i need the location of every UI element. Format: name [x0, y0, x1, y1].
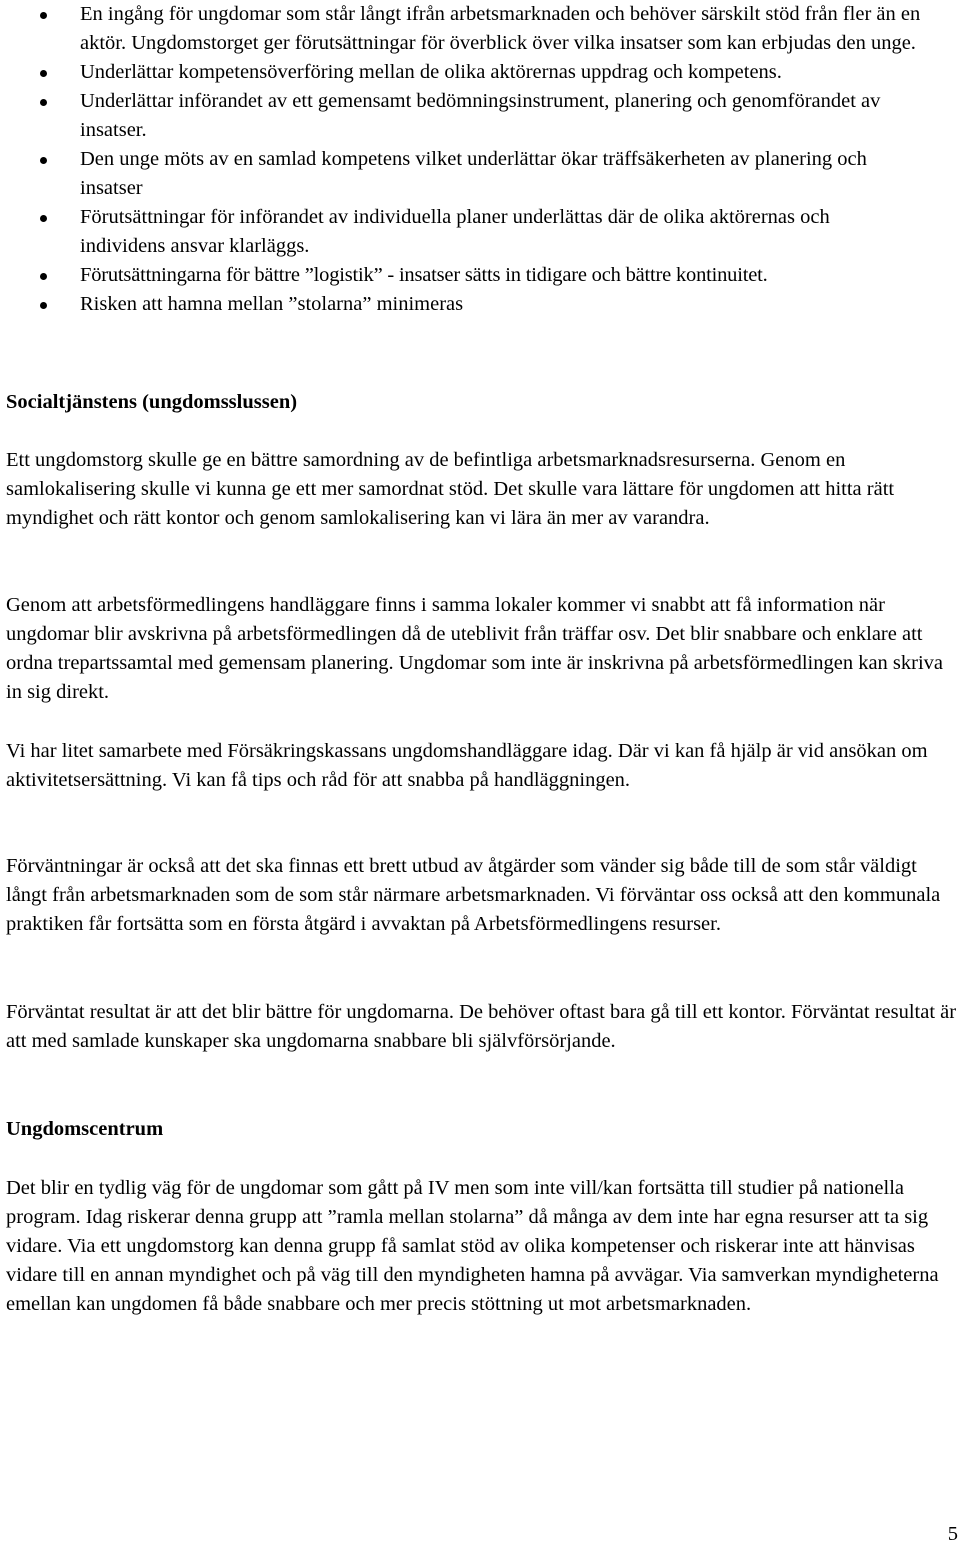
- section-heading: Socialtjänstens (ungdomsslussen): [6, 391, 298, 413]
- paragraph: Förväntningar är också att det ska finnas ett brett utbud av åtgärder som vänder sig både till de som står väldigt långt från arbetsmarknaden som de som står närmare arbetsmarknaden. Vi förväntar oss också att den kommunala praktiken får fortsätta som en första åtgärd i avvaktan på Arbetsförmedlingens resurser.: [6, 855, 941, 935]
- paragraph: Genom att arbetsförmedlingens handläggare finns i samma lokaler kommer vi snabbt att få information när ungdomar blir avskrivna på arbetsförmedlingen då de uteblivit från träffar osv. Det blir snabbare och enklare att ordna trepartssamtal med gemensam planering. Ungdomar som inte är inskrivna på arbetsförmedlingen kan skriva in sig direkt.: [6, 594, 944, 703]
- list-item: [0, 261, 958, 290]
- bullet-icon: [40, 99, 47, 106]
- bullet-icon: [40, 12, 47, 19]
- bullet-icon: [40, 302, 47, 309]
- bullet-icon: [40, 70, 47, 77]
- paragraph: Vi har litet samarbete med Försäkringskassans ungdomshandläggare idag. Där vi kan få hjälp är vid ansökan om aktivitetsersättning. Vi kan få tips och råd för att snabba på handläggningen.: [6, 740, 928, 791]
- list-item-text: Den unge möts av en samlad kompetens vilket underlättar ökar träffsäkerheten av planering och insatser: [80, 148, 867, 199]
- list-item: [0, 58, 958, 87]
- paragraph: Det blir en tydlig väg för de ungdomar som gått på IV men som inte vill/kan fortsätta till studier på nationella program. Idag riskerar denna grupp att ”ramla mellan stolarna” då många av dem inte har egna resurser att ta sig vidare. Via ett ungdomstorg kan denna grupp få samlat stöd av olika kompetenser och riskerar inte att hänvisas vidare till en annan myndighet och på väg till den myndigheten hamna på avvägar. Via samverkan myndigheterna emellan kan ungdomen få både snabbare och mer precis stöttning ut mot arbetsmarknaden.: [6, 1177, 939, 1315]
- list-item-text: En ingång för ungdomar som står långt ifrån arbetsmarknaden och behöver särskilt stöd från fler än en aktör. Ungdomstorget ger förutsättningar för överblick över vilka insatser som kan erbjudas den unge.: [80, 3, 921, 54]
- list-item-text: Underlättar införandet av ett gemensamt bedömningsinstrument, planering och genomförandet av insatser.: [80, 90, 881, 141]
- page-number: 5: [947, 1523, 958, 1545]
- paragraph: Förväntat resultat är att det blir bättre för ungdomarna. De behöver oftast bara gå till ett kontor. Förväntat resultat är att med samlade kunskaper ska ungdomarna snabbare bli självförsörjande.: [6, 1001, 957, 1052]
- list-item-text: Underlättar kompetensöverföring mellan de olika aktörernas uppdrag och kompetens.: [80, 61, 782, 83]
- list-item: [0, 87, 958, 145]
- benefits-bullet-list: [0, 0, 958, 319]
- list-item: [0, 203, 958, 261]
- bullet-icon: [40, 273, 47, 280]
- list-item: [0, 145, 958, 203]
- list-item-text: Risken att hamna mellan ”stolarna” minimeras: [80, 293, 464, 315]
- bullet-icon: [40, 215, 47, 222]
- bullet-icon: [40, 157, 47, 164]
- list-item-text: Förutsättningarna för bättre ”logistik” - insatser sätts in tidigare och bättre kontinuitet.: [80, 264, 768, 286]
- list-item-text: Förutsättningar för införandet av individuella planer underlättas där de olika aktörernas och individens ansvar klarläggs.: [80, 206, 830, 257]
- list-item: [0, 290, 958, 319]
- section-heading: Ungdomscentrum: [6, 1118, 164, 1140]
- list-item: [0, 0, 958, 58]
- paragraph: Ett ungdomstorg skulle ge en bättre samordning av de befintliga arbetsmarknadsresurserna. Genom en samlokalisering skulle vi kunna ge ett mer samordnat stöd. Det skulle vara lättare för ungdomen att hitta rätt myndighet och rätt kontor och genom samlokalisering kan vi lära än mer av varandra.: [6, 449, 895, 529]
